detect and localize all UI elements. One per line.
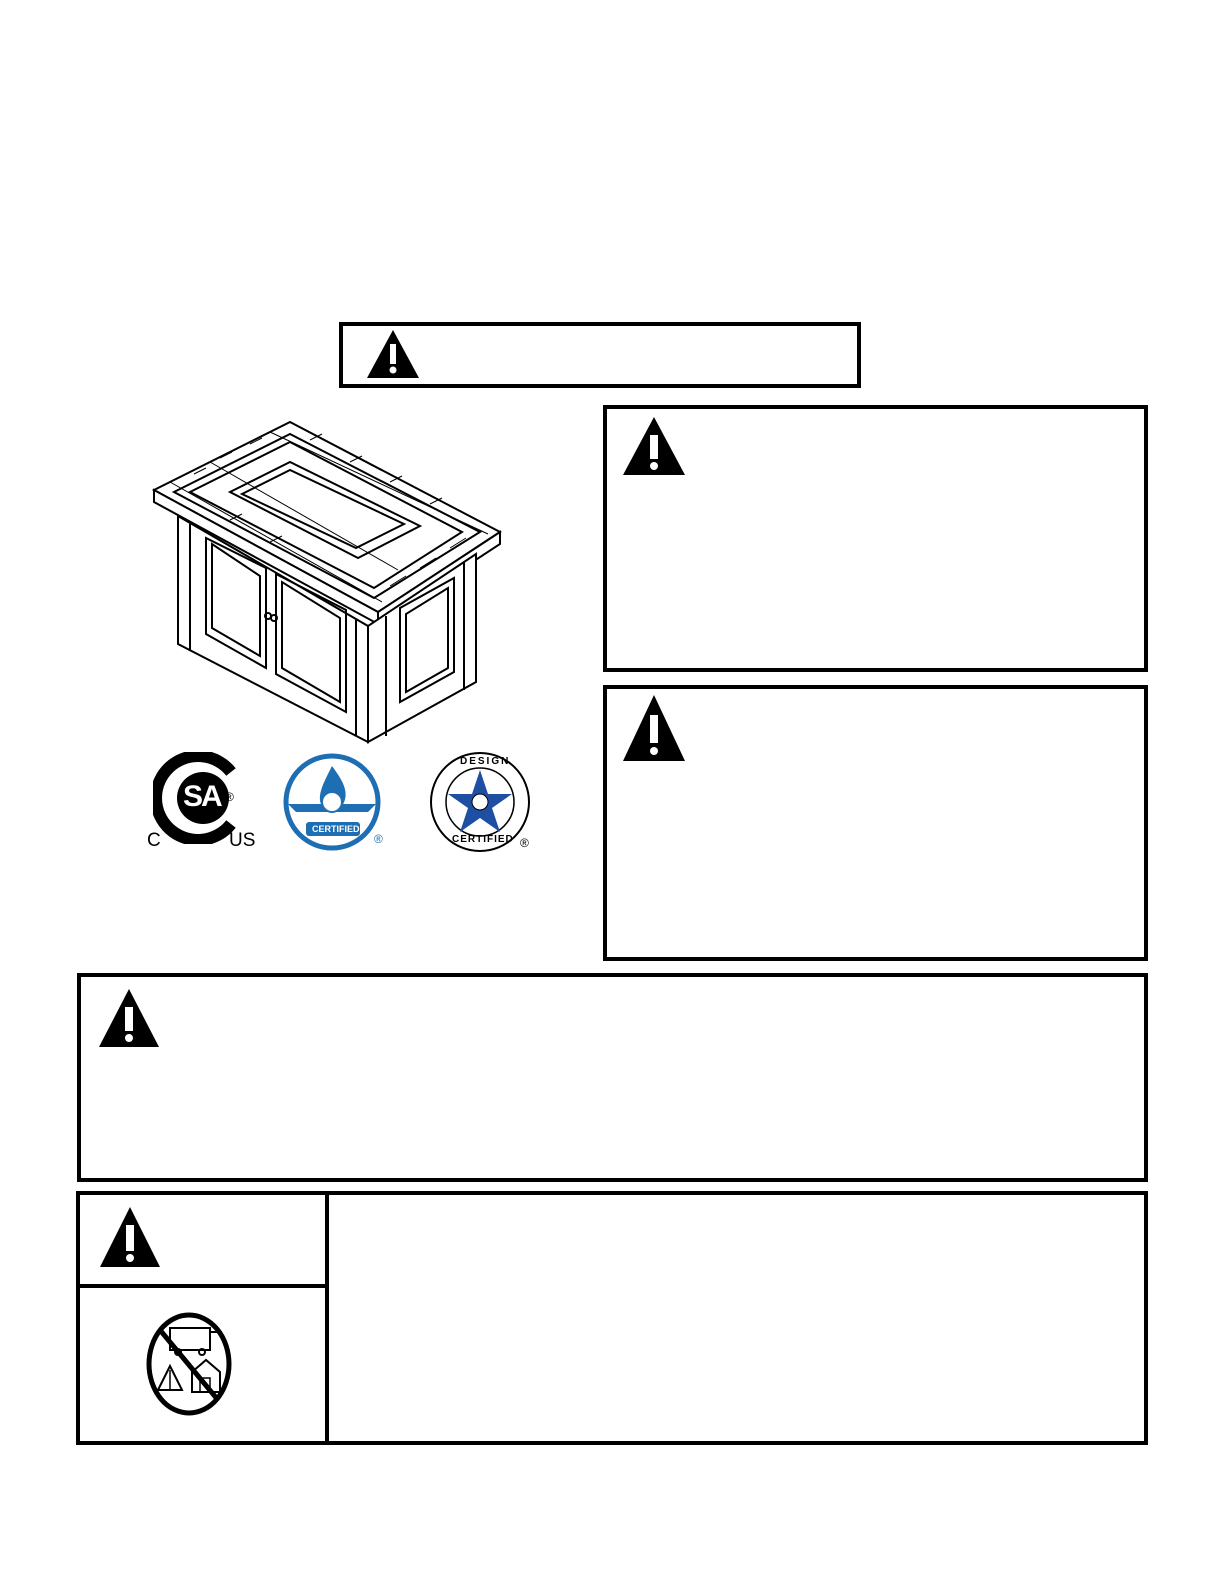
warning-triangle-icon (621, 693, 687, 763)
vertical-divider (325, 1195, 329, 1441)
warning-triangle-icon (98, 1205, 162, 1269)
csa-mark-text: SA (183, 780, 221, 813)
csa-us-label: US (229, 830, 256, 851)
product-illustration (150, 420, 510, 755)
no-indoor-use-icon (146, 1312, 232, 1421)
registered-mark: ® (520, 836, 529, 850)
design-label: DESIGN (460, 756, 511, 767)
horizontal-divider (80, 1284, 325, 1288)
registered-mark: ® (225, 790, 234, 804)
warning-box-upper-right (603, 405, 1148, 672)
csa-c-label: C (147, 830, 161, 851)
certified-label: CERTIFIED (312, 824, 360, 834)
design-certified-logo (428, 750, 540, 856)
certified-label: CERTIFIED (452, 834, 514, 845)
flame-icon (282, 752, 386, 852)
warning-triangle-icon (621, 415, 687, 477)
warning-box-bottom (76, 1191, 1148, 1445)
warning-box-lower-right (603, 685, 1148, 961)
flame-certified-logo (282, 752, 394, 856)
csa-logo (145, 752, 265, 852)
warning-triangle-icon (365, 328, 421, 380)
registered-mark: ® (374, 832, 383, 846)
top-warning-banner (339, 322, 861, 388)
warning-triangle-icon (97, 987, 161, 1049)
warning-box-wide (77, 973, 1148, 1182)
